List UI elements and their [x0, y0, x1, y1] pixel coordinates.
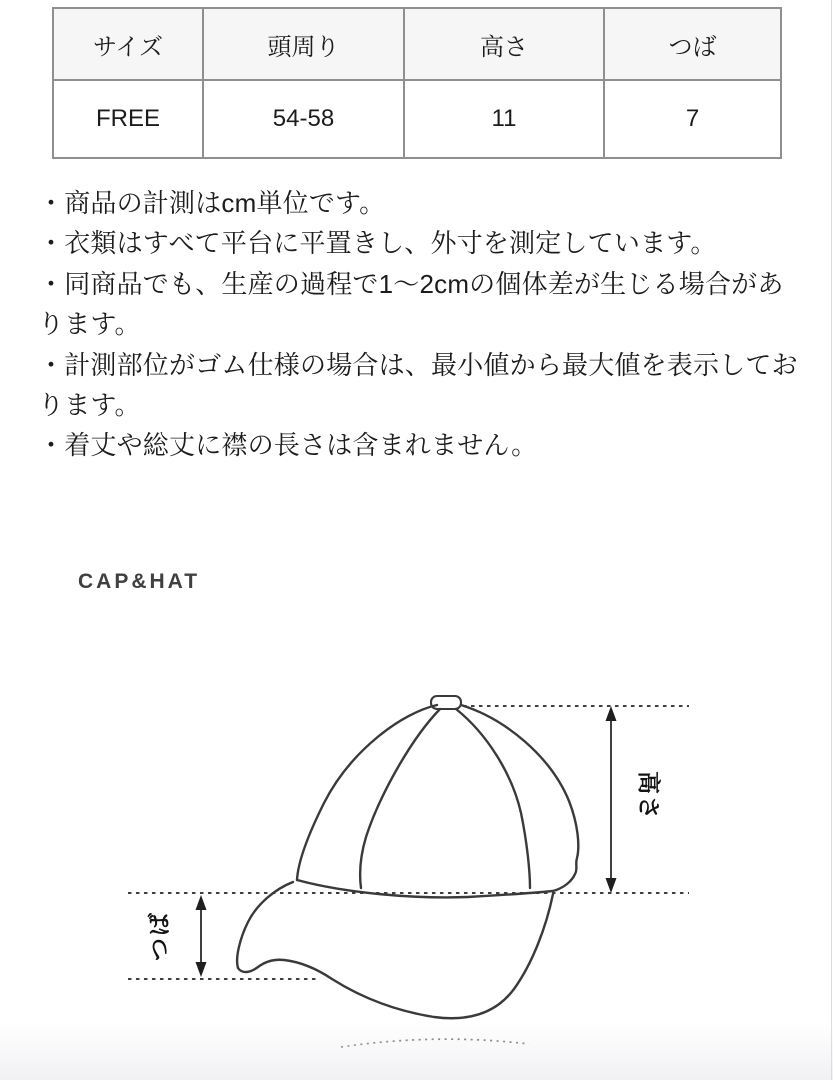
- section-title-cap-hat: CAP&HAT: [78, 570, 201, 593]
- cap-top-button: [431, 696, 461, 709]
- brim-arrowhead-top: [196, 895, 207, 910]
- size-chart-table: [52, 7, 782, 159]
- cap-measurement-diagram: [0, 660, 833, 1080]
- brim-label: つば: [146, 911, 172, 961]
- height-label: 高さ: [636, 771, 662, 821]
- value-cell-size: FREE: [53, 80, 203, 158]
- header-cell-height: 高さ: [404, 8, 604, 80]
- brim-outer-edge: [237, 882, 293, 968]
- crown-left-outline: [297, 705, 437, 880]
- note-item: ・同商品でも、生産の過程で1〜2cmの個体差が生じる場合があります。: [38, 268, 784, 340]
- height-arrowhead-bottom: [606, 878, 617, 893]
- brim-dimension: [146, 895, 207, 977]
- note-item: ・計測部位がゴム仕様の場合は、最小値から最大値を表示しております。: [38, 349, 798, 421]
- header-cell-head-circumference: 頭周り: [203, 8, 404, 80]
- header-cell-brim: つば: [604, 8, 781, 80]
- page-right-border: [831, 0, 832, 1080]
- head-opening-dashed-arc: [341, 1039, 529, 1047]
- size-chart-data-row: [53, 80, 781, 158]
- note-item: ・商品の計測はcm単位です。: [38, 188, 386, 218]
- measurement-notes: [38, 183, 804, 466]
- crown-right-outline: [461, 705, 578, 891]
- cap-illustration: [237, 696, 578, 1018]
- note-item: ・衣類はすべて平台に平置きし、外寸を測定しています。: [38, 228, 717, 259]
- brim-underside-curve: [238, 894, 553, 1018]
- note-item: ・着丈や総丈に襟の長さは含まれません。: [38, 430, 538, 461]
- value-cell-brim: 7: [604, 80, 781, 158]
- reference-dashed-lines: [128, 706, 689, 979]
- size-chart: [52, 7, 782, 159]
- value-cell-head-circumference: 54-58: [203, 80, 404, 158]
- value-cell-height: 11: [404, 80, 604, 158]
- header-cell-size: サイズ: [53, 8, 203, 80]
- crown-base-curve: [297, 880, 553, 897]
- size-chart-header-row: [53, 8, 781, 80]
- height-arrowhead-top: [606, 706, 617, 721]
- crown-front-seam: [360, 709, 440, 888]
- height-dimension: [606, 706, 663, 893]
- brim-arrowhead-bottom: [196, 962, 207, 977]
